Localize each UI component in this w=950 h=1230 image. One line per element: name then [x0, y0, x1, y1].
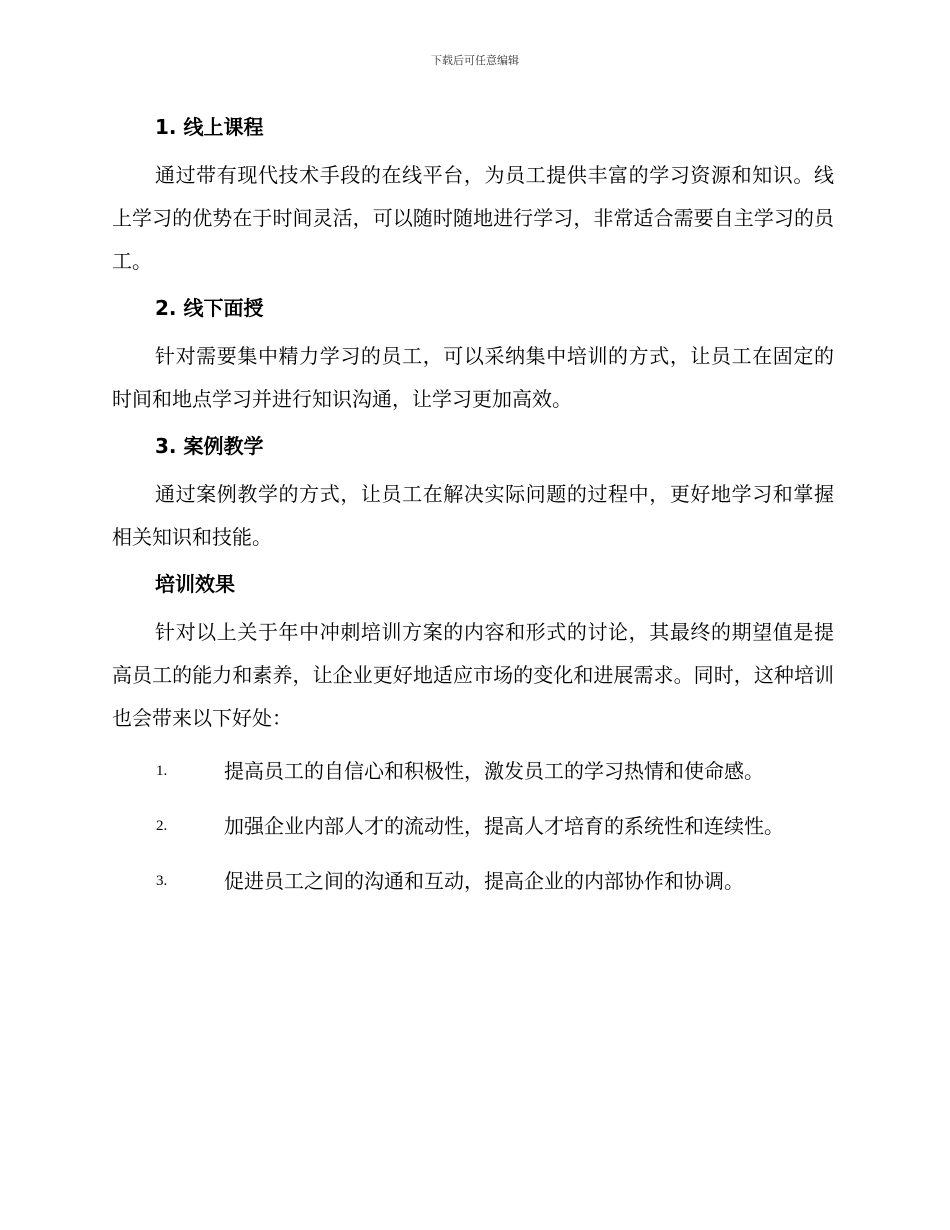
- document-body: [112, 112, 834, 915]
- section-heading-case-teaching: 3. 案例教学: [155, 434, 264, 458]
- section-paragraph-case-teaching: 通过案例教学的方式，让员工在解决实际问题的过程中，更好地学习和掌握相关知识和技能。: [112, 482, 834, 549]
- page-header-note: 下载后可任意编辑: [431, 54, 519, 67]
- section-heading-online-course: 1. 线上课程: [155, 115, 264, 139]
- section-paragraph-offline-training: 针对需要集中精力学习的员工，可以采纳集中培训的方式，让员工在固定的时间和地点学习并进行知识沟通，让学习更加高效。: [112, 344, 834, 411]
- benefits-list: [112, 750, 834, 915]
- section-heading-offline-training: 2. 线下面授: [155, 296, 264, 320]
- section-heading-training-effect: 培训效果: [155, 572, 235, 596]
- list-item-text: 加强企业内部人才的流动性，提高人才培育的系统性和连续性。: [224, 814, 784, 838]
- list-item: [112, 750, 834, 805]
- list-item-text: 促进员工之间的沟通和互动，提高企业的内部协作和协调。: [224, 869, 744, 893]
- list-item-number: 3.: [156, 873, 168, 889]
- list-item: [112, 860, 834, 915]
- list-item: [112, 805, 834, 860]
- list-item-number: 1.: [156, 763, 168, 779]
- list-item-text: 提高员工的自信心和积极性，激发员工的学习热情和使命感。: [224, 759, 764, 783]
- list-item-number: 2.: [156, 818, 168, 834]
- section-paragraph-training-effect: 针对以上关于年中冲刺培训方案的内容和形式的讨论，其最终的期望值是提高员工的能力和素养，让企业更好地适应市场的变化和进展需求。同时，这种培训也会带来以下好处：: [112, 620, 834, 730]
- section-paragraph-online-course: 通过带有现代技术手段的在线平台，为员工提供丰富的学习资源和知识。线上学习的优势在于时间灵活，可以随时随地进行学习，非常适合需要自主学习的员工。: [112, 163, 834, 273]
